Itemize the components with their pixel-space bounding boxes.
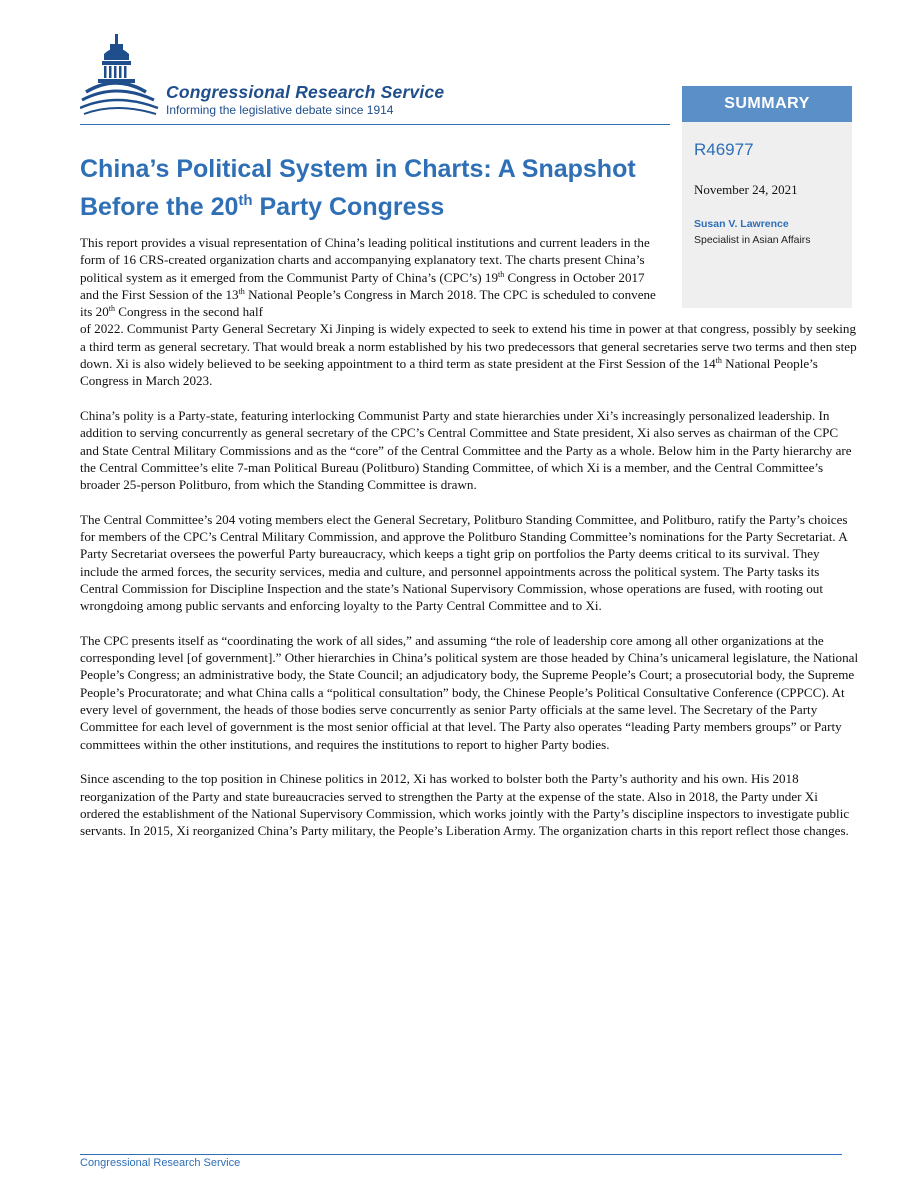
paragraph-1-text-e: of 2022. Communist Party General Secretary Xi Jinping is widely expected to seek to extend his time in power at that congress, possibly by seeking a third term as general secretary. That would break a norm established by his two predecessors that general secretaries serve two terms and then step down. Xi is also widely believed to be seeking appointment to a third term as state president at the First Session of the 14 [80,321,857,372]
superscript: th [238,286,245,296]
report-date: November 24, 2021 [694,182,798,197]
paragraph-1-text-d: Congress in the second half [114,304,263,320]
paragraph-1-text-c: National People’s Congress in March 2018. The CPC is scheduled to convene its 20 [80,286,656,320]
paragraph-2: China’s polity is a Party-state, featuring interlocking Communist Party and state hierarchies under Xi’s increasingly personalized leadership. In addition to serving concurrently as general secretary of the CPC’s Central Committee and State president, Xi also serves as chairman of the CPC and State Central Military Commissions and as the “core” of the Central Committee and the Party as a whole. Below him in the Party hierarchy are the Central Committee’s elite 7-man Political Bureau (Politburo) Standing Committee, of which Xi is a member, and the Central Committee’s broader 25-person Politburo, from which the Standing Committee is drawn. [80,407,852,493]
paragraph-1 [80,234,860,390]
summary-body [80,234,860,857]
paragraph-1-text-f: National People’s Congress in March 2023. [80,356,818,389]
report-title [80,150,670,226]
paragraph-1-text-b: Congress in October 2017 and the First Session of the 13 [80,269,645,302]
title-line-2-pre: Before the 20 [80,193,239,221]
superscript: th [498,269,505,279]
paragraph-1-narrow [80,234,666,320]
report-number: R46977 [694,140,754,159]
capitol-dome-icon [80,34,162,124]
footer-text: Congressional Research Service [80,1157,241,1169]
org-tagline: Informing the legislative debate since 1914 [166,103,394,117]
paragraph-3: The Central Committee’s 204 voting members elect the General Secretary, Politburo Standing Committee, and Politburo, ratify the Party’s choices for members of the CPC’s Central Military Commission, and approve the Politburo Standing Committee’s nominations for the Party Secretariat. A Party Secretariat oversees the powerful Party bureaucracy, which keeps a tight grip on portfolios the Party deems critical to its survival. They include the armed forces, the security services, media and culture, and personnel appointments across the political system. The Party tasks its Central Commission for Discipline Inspection and the state’s National Supervisory Commission, whose operations are fused, with rooting out wrongdoing among public servants and enforcing loyalty to the Party Central Committee and to Xi. [80,511,848,614]
org-name: Congressional Research Service [166,82,445,102]
paragraph-4: The CPC presents itself as “coordinating the work of all sides,” and assuming “the role of leadership core among all other organizations at the corresponding level [of government].” Other hierarchies in China’s political system are those headed by China’s unicameral legislature, the National People’s Congress; an administrative body, the State Council; an adjudicatory body, the Supreme People’s Court; a prosecutorial body, the Supreme People’s Procuratorate; and what China calls a “political consultation” body, the Chinese People’s Political Consultative Conference (CPPCC). At every level of government, the heads of those bodies serve concurrently as senior Party officials at the same level. The Secretary of the Party Committee for each level of government is the most senior official at that level. The Party also operates “leading Party members groups” or Party committees within the other institutions, and requires the institutions to report to higher Party bodies. [80,632,859,752]
superscript: th [715,356,722,366]
header-divider [80,124,670,125]
title-line-2-post: Party Congress [252,193,445,221]
paragraph-5: Since ascending to the top position in Chinese politics in 2012, Xi has worked to bolster both the Party’s authority and his own. His 2018 reorganization of the Party and state bureaucracies served to strengthen the Party at the expense of the state. Also in 2018, the Party under Xi ordered the establishment of the National Supervisory Commission, which works jointly with the Party’s discipline inspectors to investigate public servants. In 2015, Xi reorganized China’s Party military, the People’s Liberation Army. The organization charts in this report reflect those changes. [80,771,850,839]
author-name[interactable]: Susan V. Lawrence [694,218,789,230]
footer-divider [80,1154,842,1155]
title-line-1: China’s Political System in Charts: A Snapshot [80,155,636,183]
author-title: Specialist in Asian Affairs [694,234,811,246]
paragraph-1-wide [80,320,860,389]
summary-heading: SUMMARY [682,86,852,122]
paragraph-1-text-a: This report provides a visual representation of China’s leading political institutions and current leaders in the form of 16 CRS-created organization charts and accompanying explanatory text. The charts present China’s political system as it emerged from the Communist Party of China’s (CPC’s) 19 [80,235,650,285]
title-superscript: th [238,192,253,209]
superscript: th [108,304,115,314]
crs-logo[interactable] [80,34,480,124]
